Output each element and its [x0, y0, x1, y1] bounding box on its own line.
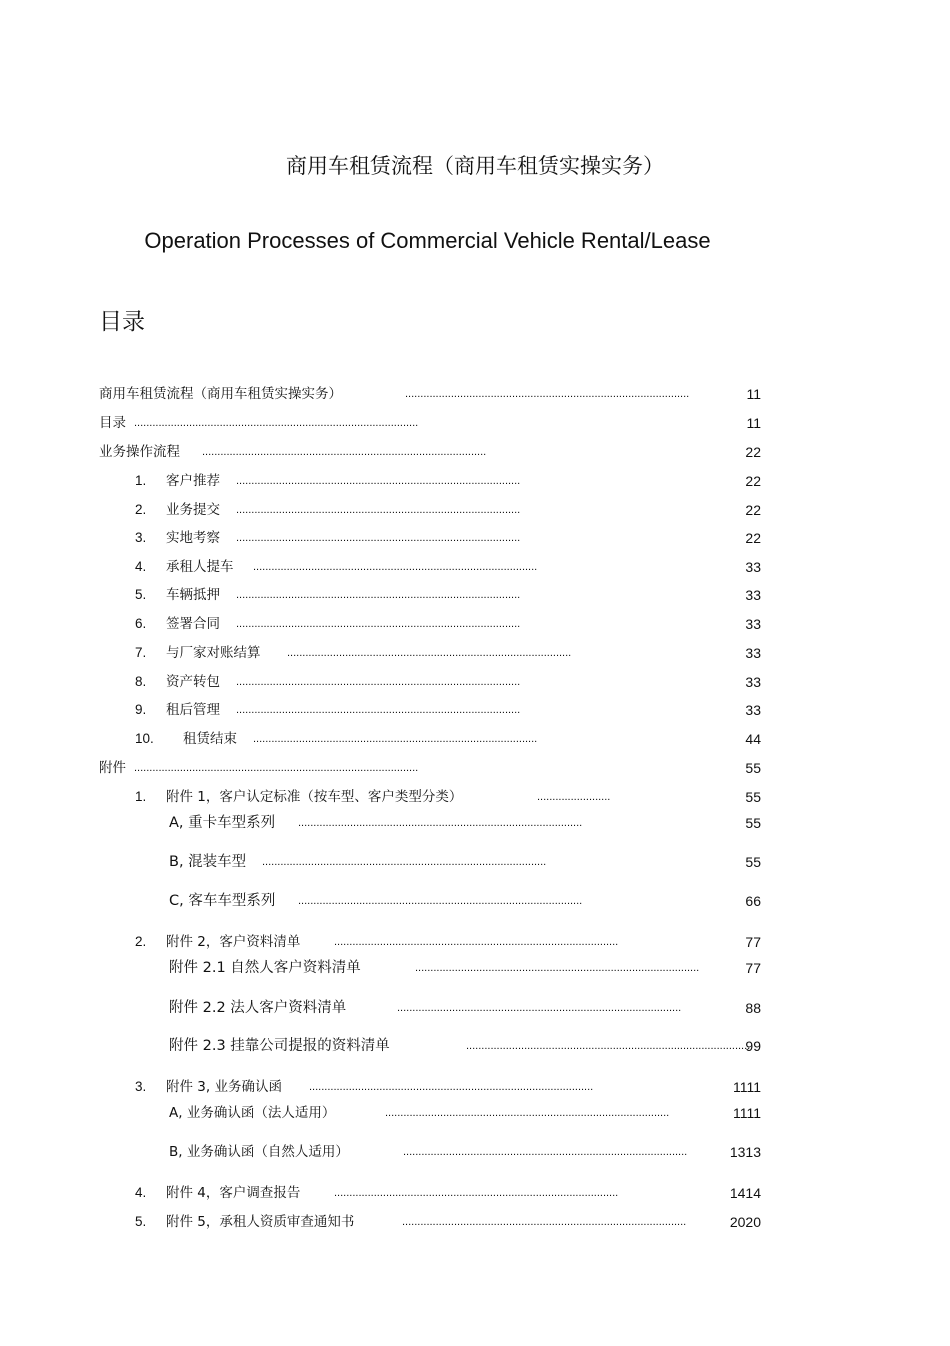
toc-leader-dots: .............................................................................................	[202, 446, 487, 458]
toc-leader-dots: .............................................................................................	[287, 647, 572, 659]
toc-entry-title: 附件 2，客户资料清单	[166, 934, 301, 950]
document-title-english: Operation Processes of Commercial Vehicle Rental/Lease	[144, 228, 711, 253]
toc-entry-title: 签署合同	[166, 616, 220, 632]
document-title-chinese: 商用车租赁流程（商用车租赁实操实务）	[286, 154, 664, 178]
toc-entry-title: 附件 2.2 法人客户资料清单	[169, 1000, 347, 1016]
toc-entry-title: 租后管理	[166, 702, 220, 718]
toc-entry-page: 1414	[729, 1185, 761, 1201]
toc-entry-number: 6.	[135, 616, 147, 631]
toc-entry-title: 车辆抵押	[166, 587, 220, 603]
toc-leader-dots: .............................................................................................	[298, 895, 583, 907]
toc-entry-title: 商用车租赁流程（商用车租赁实操实务）	[99, 386, 342, 402]
toc-entry-title: 业务操作流程	[99, 444, 180, 460]
toc-entry-page: 33	[745, 587, 761, 603]
toc-leader-dots: .............................................................................................	[253, 733, 538, 745]
toc-entry-page: 33	[745, 674, 761, 690]
toc-entry-title: 客户推荐	[166, 473, 220, 489]
toc-entry-page: 55	[745, 760, 761, 776]
toc-entry-page: 11	[746, 386, 761, 402]
toc-leader-dots: .............................................................................................	[403, 1146, 688, 1158]
toc-entry-number: 8.	[135, 674, 147, 689]
toc-entry-page: 2020	[729, 1214, 761, 1230]
toc-entry-title: 附件 3, 业务确认函	[166, 1079, 282, 1095]
toc-entry-title: 附件 4，客户调查报告	[166, 1185, 301, 1201]
toc-entry-title: 承租人提车	[166, 559, 234, 575]
toc-entry-page: 1111	[732, 1105, 761, 1121]
toc-entry-page: 77	[745, 960, 761, 976]
toc-entry-number: 5.	[135, 1214, 147, 1229]
toc-leader-dots: .............................................................................................	[385, 1107, 670, 1119]
toc-leader-dots: .............................................................................................	[236, 704, 521, 716]
toc-entry-number: 1.	[135, 789, 147, 804]
toc-entry-number: 4.	[135, 1185, 147, 1200]
toc-heading: 目录	[99, 309, 145, 335]
toc-entry-page: 66	[745, 893, 761, 909]
toc-entry-title: 业务提交	[166, 502, 220, 518]
toc-leader-dots: .............................................................................................	[334, 936, 619, 948]
toc-entry-page: 22	[745, 530, 761, 546]
toc-entry-title: 附件 2.3 挂靠公司提报的资料清单	[169, 1038, 390, 1054]
toc-entry-title: 目录	[99, 415, 126, 431]
toc-entry-title: B, 业务确认函（自然人适用）	[169, 1144, 349, 1160]
toc-entry-title: 附件 1，客户认定标准（按车型、客户类型分类）	[166, 789, 463, 805]
toc-entry-title: 实地考察	[166, 530, 220, 546]
toc-entry-number: 10.	[135, 731, 154, 746]
toc-entry-number: 9.	[135, 702, 147, 717]
toc-leader-dots: .............................................................................................	[415, 962, 700, 974]
toc-leader-dots: .............................................................................................	[236, 475, 521, 487]
toc-entry-page: 11	[746, 415, 761, 431]
toc-entry-number: 7.	[135, 645, 147, 660]
toc-entry-page: 22	[745, 502, 761, 518]
toc-entry-title: 租赁结束	[183, 731, 237, 747]
toc-leader-dots: .............................................................................................	[236, 618, 521, 630]
toc-entry-page: 33	[745, 702, 761, 718]
toc-entry-number: 5.	[135, 587, 147, 602]
toc-entry-title: 附件 2.1 自然人客户资料清单	[169, 960, 361, 976]
toc-entry-page: 33	[745, 559, 761, 575]
toc-entry-page: 33	[745, 645, 761, 661]
toc-leader-dots: .............................................................................................	[236, 676, 521, 688]
toc-entry-title: A, 业务确认函（法人适用）	[169, 1105, 336, 1121]
toc-entry-page: 77	[745, 934, 761, 950]
toc-entry-title: 附件	[99, 760, 126, 776]
toc-entry-page: 22	[745, 473, 761, 489]
toc-leader-dots: .............................................................................................	[236, 589, 521, 601]
toc-entry-title: C, 客车车型系列	[169, 893, 276, 909]
toc-entry-number: 1.	[135, 473, 147, 488]
toc-leader-dots: .............................................................................................	[402, 1216, 687, 1228]
toc-entry-title: B, 混装车型	[169, 854, 247, 870]
toc-leader-dots: .............................................................................................	[466, 1040, 751, 1052]
toc-entry-title: A, 重卡车型系列	[169, 815, 276, 831]
toc-entry-page: 88	[745, 1000, 761, 1016]
toc-entry-title: 附件 5，承租人资质审查通知书	[166, 1214, 355, 1230]
toc-entry-title: 资产转包	[166, 674, 220, 690]
toc-entry-page: 44	[745, 731, 761, 747]
toc-entry-page: 99	[745, 1038, 761, 1054]
toc-entry-page: 55	[745, 815, 761, 831]
toc-entry-number: 4.	[135, 559, 147, 574]
toc-entry-page: 1313	[729, 1144, 761, 1160]
toc-leader-dots: .............................................................................................	[253, 561, 538, 573]
toc-leader-dots: ........................	[537, 791, 611, 803]
toc-entry-page: 55	[745, 789, 761, 805]
toc-leader-dots: .............................................................................................	[397, 1002, 682, 1014]
toc-leader-dots: .............................................................................................	[236, 504, 521, 516]
toc-entry-page: 22	[745, 444, 761, 460]
toc-entry-title: 与厂家对账结算	[166, 645, 261, 661]
toc-entry-page: 33	[745, 616, 761, 632]
toc-leader-dots: .............................................................................................	[236, 532, 521, 544]
toc-leader-dots: .............................................................................................	[262, 856, 547, 868]
toc-entry-number: 2.	[135, 934, 147, 949]
toc-leader-dots: .............................................................................................	[134, 417, 419, 429]
toc-leader-dots: .............................................................................................	[334, 1187, 619, 1199]
toc-entry-number: 3.	[135, 1079, 147, 1094]
toc-leader-dots: .............................................................................................	[405, 388, 690, 400]
toc-entry-page: 55	[745, 854, 761, 870]
toc-leader-dots: .............................................................................................	[298, 817, 583, 829]
toc-entry-number: 3.	[135, 530, 147, 545]
toc-leader-dots: .............................................................................................	[134, 762, 419, 774]
toc-leader-dots: .............................................................................................	[309, 1081, 594, 1093]
toc-entry-number: 2.	[135, 502, 147, 517]
toc-entry-page: 1111	[732, 1079, 761, 1095]
